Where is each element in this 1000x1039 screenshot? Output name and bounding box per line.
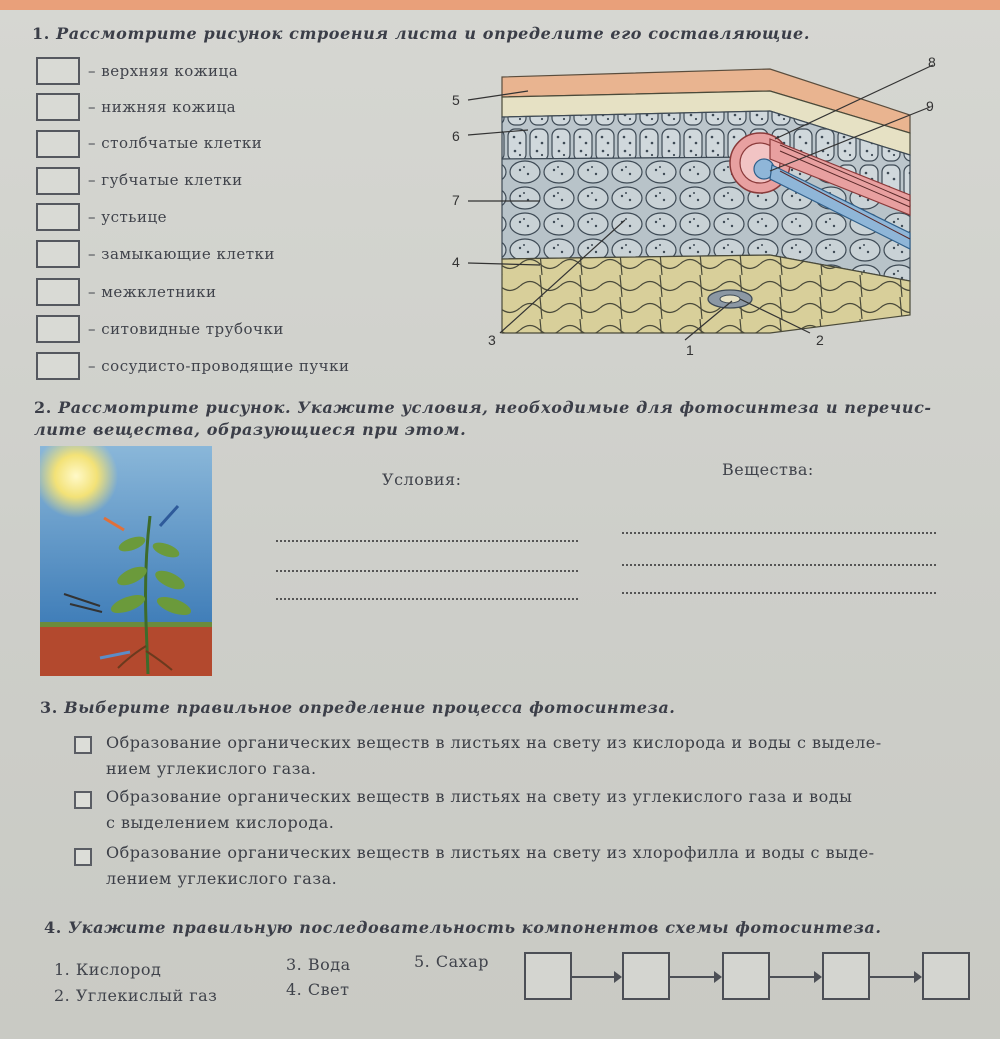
option-2-checkbox[interactable]: [74, 791, 92, 809]
q1-item-1: – верхняя кожица: [88, 62, 239, 80]
scheme-box-1[interactable]: [524, 952, 572, 1000]
q1-item-8: – ситовидные трубочки: [88, 320, 284, 338]
fig-label-1: 1: [686, 342, 694, 358]
q1-number: 1.: [32, 24, 50, 43]
answer-box-5[interactable]: [36, 203, 80, 231]
q4-text: Укажите правильную последовательность компонентов схемы фотосинтеза.: [68, 918, 882, 937]
q1-item-5: – устьице: [88, 208, 167, 226]
q1-item-3: – столбчатые клетки: [88, 134, 263, 152]
fig-label-6: 6: [452, 128, 460, 144]
q1-item-6: – замыкающие клетки: [88, 245, 275, 263]
option-1-checkbox[interactable]: [74, 736, 92, 754]
q1-heading: [32, 24, 810, 43]
option-2-line1: Образование органических веществ в листьях на свету из углекислого газа и воды: [106, 787, 853, 806]
scheme-box-2[interactable]: [622, 952, 670, 1000]
q1-item-9: – сосудисто-проводящие пучки: [88, 357, 350, 375]
q4-number: 4.: [44, 918, 62, 937]
q2-heading-line2: лите вещества, образующиеся при этом.: [34, 420, 467, 439]
q2-number: 2.: [34, 398, 52, 417]
answer-box-7[interactable]: [36, 278, 80, 306]
scheme-box-3[interactable]: [722, 952, 770, 1000]
answer-box-3[interactable]: [36, 130, 80, 158]
q1-item-7: – межклетники: [88, 283, 217, 301]
substances-label: Вещества:: [722, 460, 814, 479]
q1-item-4: – губчатые клетки: [88, 171, 243, 189]
answer-box-1[interactable]: [36, 57, 80, 85]
fig-label-7: 7: [452, 192, 460, 208]
fig-label-5: 5: [452, 92, 460, 108]
component-1: 1. Кислород: [54, 960, 162, 979]
scheme-box-5[interactable]: [922, 952, 970, 1000]
answer-box-2[interactable]: [36, 93, 80, 121]
q4-heading: [44, 918, 882, 937]
component-4: 4. Свет: [286, 980, 350, 999]
q1-text: Рассмотрите рисунок строения листа и определите его составляющие.: [56, 24, 810, 43]
option-2: [106, 784, 986, 836]
option-1-line2: нием углекислого газа.: [106, 759, 317, 778]
conditions-line-3[interactable]: [276, 598, 578, 600]
conditions-label: Условия:: [382, 470, 462, 489]
fig-label-9: 9: [926, 98, 934, 114]
option-2-line2: с выделением кислорода.: [106, 813, 335, 832]
scheme-arrow-4: [870, 976, 920, 978]
option-3-line1: Образование органических веществ в листьях на свету из хлорофилла и воды с выде-: [106, 843, 875, 862]
substances-line-3[interactable]: [622, 592, 936, 594]
q2-line1: Рассмотрите рисунок. Укажите условия, необходимые для фотосинтеза и перечис-: [58, 398, 932, 417]
component-5: 5. Сахар: [414, 952, 489, 971]
conditions-line-2[interactable]: [276, 570, 578, 572]
fig-label-2: 2: [816, 332, 824, 348]
answer-box-8[interactable]: [36, 315, 80, 343]
photosynthesis-plant-picture: [40, 446, 212, 676]
option-1-line1: Образование органических веществ в листьях на свету из кислорода и воды с выделе-: [106, 733, 882, 752]
answer-box-9[interactable]: [36, 352, 80, 380]
q3-heading: [40, 698, 675, 717]
scheme-arrow-3: [770, 976, 820, 978]
scheme-box-4[interactable]: [822, 952, 870, 1000]
option-3-line2: лением углекислого газа.: [106, 869, 338, 888]
q3-number: 3.: [40, 698, 58, 717]
answer-box-4[interactable]: [36, 167, 80, 195]
substances-line-1[interactable]: [622, 532, 936, 534]
leaf-structure-figure: [440, 55, 960, 360]
component-3: 3. Вода: [286, 955, 351, 974]
fig-label-3: 3: [488, 332, 496, 348]
substances-line-2[interactable]: [622, 564, 936, 566]
fig-label-8: 8: [928, 55, 936, 70]
option-1: [106, 730, 986, 782]
scheme-arrow-2: [670, 976, 720, 978]
fig-label-4: 4: [452, 254, 460, 270]
component-2: 2. Углекислый газ: [54, 986, 218, 1005]
conditions-line-1[interactable]: [276, 540, 578, 542]
answer-box-6[interactable]: [36, 240, 80, 268]
q2-heading: [34, 398, 932, 417]
scheme-arrow-1: [572, 976, 620, 978]
q3-text: Выберите правильное определение процесса фотосинтеза.: [64, 698, 676, 717]
option-3-checkbox[interactable]: [74, 848, 92, 866]
option-3: [106, 840, 986, 892]
q1-item-2: – нижняя кожица: [88, 98, 237, 116]
top-color-band: [0, 0, 1000, 10]
